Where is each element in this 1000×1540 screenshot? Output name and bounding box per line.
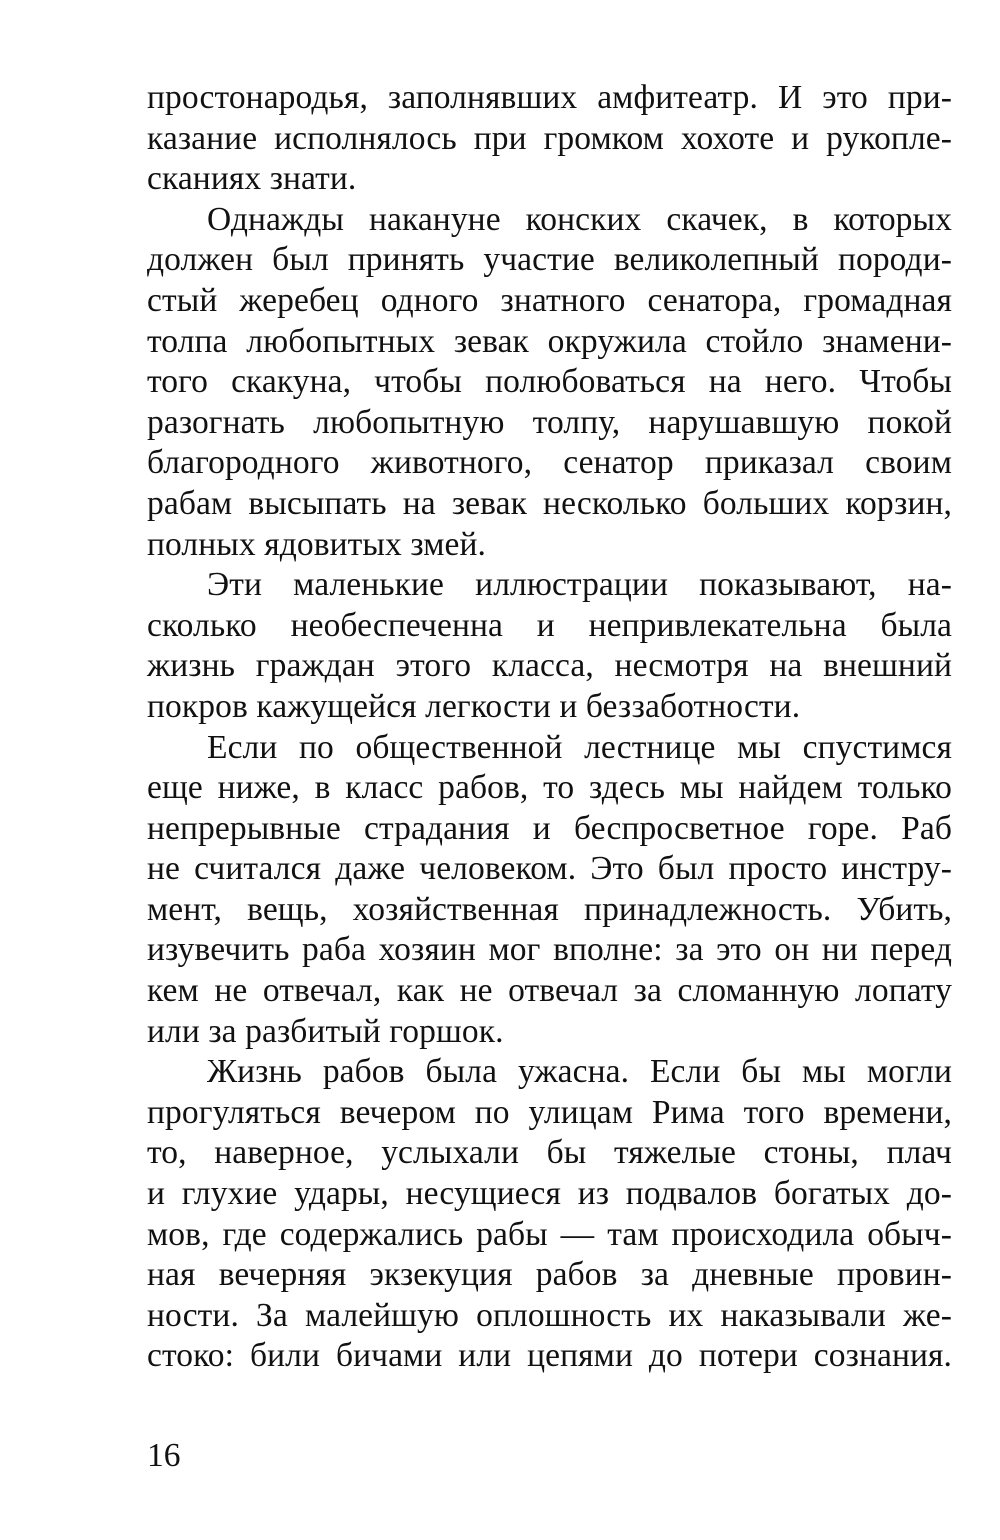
paragraph <box>147 1052 952 1377</box>
text-line: ная вечерняя экзекуция рабов за дневные провин- <box>147 1256 952 1294</box>
text-line: стоко: били бичами или цепями до потери сознания. <box>147 1337 952 1375</box>
paragraph <box>147 565 952 727</box>
text-line: мент, вещь, хозяйственная принадлежность. Убить, <box>147 890 952 928</box>
text-line: Жизнь рабов была ужасна. Если бы мы могли <box>207 1053 952 1091</box>
paragraph <box>147 78 952 200</box>
page-number: 16 <box>147 1437 181 1474</box>
text-line: непрерывные страдания и беспросветное горе. Раб <box>147 809 952 847</box>
text-line: сколько необеспеченна и непривлекательна была <box>147 606 952 644</box>
text-line: разогнать любопытную толпу, нарушавшую покой <box>147 403 952 441</box>
text-line: стый жеребец одного знатного сенатора, громадная <box>147 281 952 319</box>
text-line: ности. За малейшую оплошность их наказывали же- <box>147 1296 952 1334</box>
text-line: благородного животного, сенатор приказал своим <box>147 444 952 482</box>
text-line: то, наверное, услыхали бы тяжелые стоны, плач <box>147 1134 952 1172</box>
text-line: того скакуна, чтобы полюбоваться на него. Чтобы <box>147 363 952 401</box>
text-line: полных ядовитых змей. <box>147 525 486 563</box>
text-line: кем не отвечал, как не отвечал за сломанную лопату <box>147 972 952 1010</box>
paragraph <box>147 728 952 1053</box>
text-line: сканиях знати. <box>147 160 357 198</box>
text-line: еще ниже, в класс рабов, то здесь мы найдем только <box>147 769 952 807</box>
text-line: прогуляться вечером по улицам Рима того времени, <box>147 1093 952 1131</box>
text-line: изувечить раба хозяин мог вполне: за это он ни перед <box>147 931 952 969</box>
text-line: не считался даже человеком. Это был просто инстру- <box>147 850 952 888</box>
text-line: покров кажущейся легкости и беззаботности. <box>147 687 801 725</box>
text-line: казание исполнялось при громком хохоте и рукопле- <box>147 119 952 157</box>
text-line: или за разбитый горшок. <box>147 1012 504 1050</box>
text-line: рабам высыпать на зевак несколько больших корзин, <box>147 484 952 522</box>
text-line: толпа любопытных зевак окружила стойло знамени- <box>147 322 952 360</box>
paragraph <box>147 200 952 565</box>
text-line: Эти маленькие иллюстрации показывают, на- <box>207 566 952 604</box>
text-line: жизнь граждан этого класса, несмотря на внешний <box>147 647 952 685</box>
text-line: Однажды накануне конских скачек, в которых <box>207 200 952 238</box>
text-line: простонародья, заполнявших амфитеатр. И это при- <box>147 79 952 116</box>
text-line: и глухие удары, несущиеся из подвалов богатых до- <box>147 1175 952 1213</box>
text-line: должен был принять участие великолепный породи- <box>147 241 952 279</box>
text-line: мов, где содержались рабы — там происходила обыч- <box>147 1215 952 1253</box>
text-line: Если по общественной лестнице мы спустимся <box>207 728 952 766</box>
page-body <box>147 78 952 1377</box>
